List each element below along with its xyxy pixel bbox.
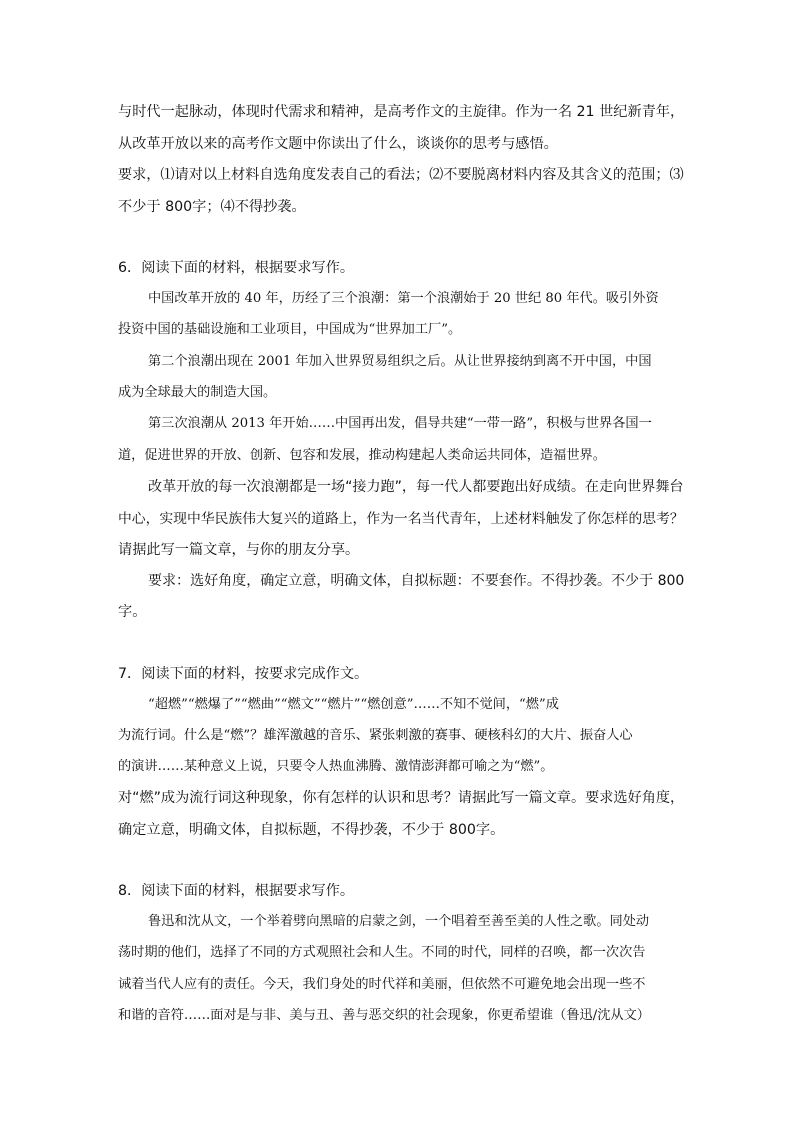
question-6-material-line: 中国改革开放的 40 年，历经了三个浪潮：第一个浪潮始于 20 世纪 80 年代。吸引外资 bbox=[148, 291, 659, 306]
question-6-material-line: 投资中国的基础设施和工业项目，中国成为“世界加工厂”。 bbox=[118, 322, 462, 337]
question-8-material-line: 诫着当代人应有的责任。今天，我们身处的时代祥和美丽，但依然不可避免地会出现一些不 bbox=[118, 977, 646, 992]
question-8-material-line: 和谐的音符……面对是与非、美与丑、善与恶交织的社会现象，你更希望谁（鲁迅/沈从文） bbox=[118, 1008, 650, 1023]
question-6-requirement-line: 要求：选好角度，确定立意，明确文体，自拟标题：不要套作。不得抄袭。不少于 800 bbox=[148, 573, 685, 589]
question-7-prompt-line: 对“燃”成为流行词这种现象，你有怎样的认识和思考？请据此写一篇文章。要求选好角度， bbox=[118, 790, 685, 806]
question-6-prompt-line: 请据此写一篇文章，与你的朋友分享。 bbox=[118, 542, 360, 558]
intro-line-1: 与时代一起脉动，体现时代需求和精神，是高考作文的主旋律。作为一名 21 世纪新青年， bbox=[118, 104, 685, 120]
question-8-material-line: 荡时期的他们，选择了不同的方式观照社会和人生。不同的时代，同样的召唤，都一次次告 bbox=[118, 945, 646, 960]
question-7-material-line: “超燃”“燃爆了”“燃曲”“燃文”“燃片”“燃创意”……不知不觉间，“燃”成 bbox=[148, 697, 559, 712]
question-7-material-line: 的演讲……某种意义上说，只要令人热血沸腾、激情澎湃都可喻之为“燃”。 bbox=[118, 759, 554, 774]
intro-line-4: 不少于 800字；⑷不得抄袭。 bbox=[118, 199, 306, 215]
question-6-material-line: 第二个浪潮出现在 2001 年加入世界贸易组织之后。从让世界接纳到离不开中国，中国 bbox=[148, 354, 652, 369]
question-8-material-line: 鲁迅和沈从文，一个举着劈向黑暗的启蒙之剑，一个唱着至善至美的人性之歌。同处动 bbox=[148, 914, 650, 929]
question-6-prompt-line: 改革开放的每一次浪潮都是一场“接力跑”，每一代人都要跑出好成绩。在走向世界舞台 bbox=[148, 479, 684, 495]
question-7-material-line: 为流行词。什么是“燃”？雄浑激越的音乐、紧张刺激的赛事、硬核科幻的大片、振奋人心 bbox=[118, 728, 633, 743]
question-6-requirement-line: 字。 bbox=[118, 604, 147, 620]
question-8-heading: 8．阅读下面的材料，根据要求写作。 bbox=[118, 883, 355, 899]
question-6-prompt-line: 中心，实现中华民族伟大复兴的道路上，作为一名当代青年，上述材料触发了你怎样的思考？ bbox=[118, 511, 684, 527]
question-6-heading: 6．阅读下面的材料，根据要求写作。 bbox=[118, 260, 355, 276]
question-6-material-line: 成为全球最大的制造大国。 bbox=[118, 385, 277, 400]
intro-line-3: 要求，⑴请对以上材料自选角度发表自己的看法；⑵不要脱离材料内容及其含义的范围；⑶ bbox=[118, 167, 684, 183]
question-7-heading: 7．阅读下面的材料，按要求完成作文。 bbox=[118, 666, 369, 682]
question-6-material-line: 第三次浪潮从 2013 年开始……中国再出发，倡导共建“一带一路”，积极与世界各国一 bbox=[148, 416, 652, 431]
intro-line-2: 从改革开放以来的高考作文题中你读出了什么，谈谈你的思考与感悟。 bbox=[118, 136, 558, 152]
question-6-material-line: 道，促进世界的开放、创新、包容和发展，推动构建起人类命运共同体，造福世界。 bbox=[118, 448, 606, 463]
question-7-prompt-line: 确定立意，明确文体，自拟标题，不得抄袭，不少于 800字。 bbox=[118, 822, 505, 838]
